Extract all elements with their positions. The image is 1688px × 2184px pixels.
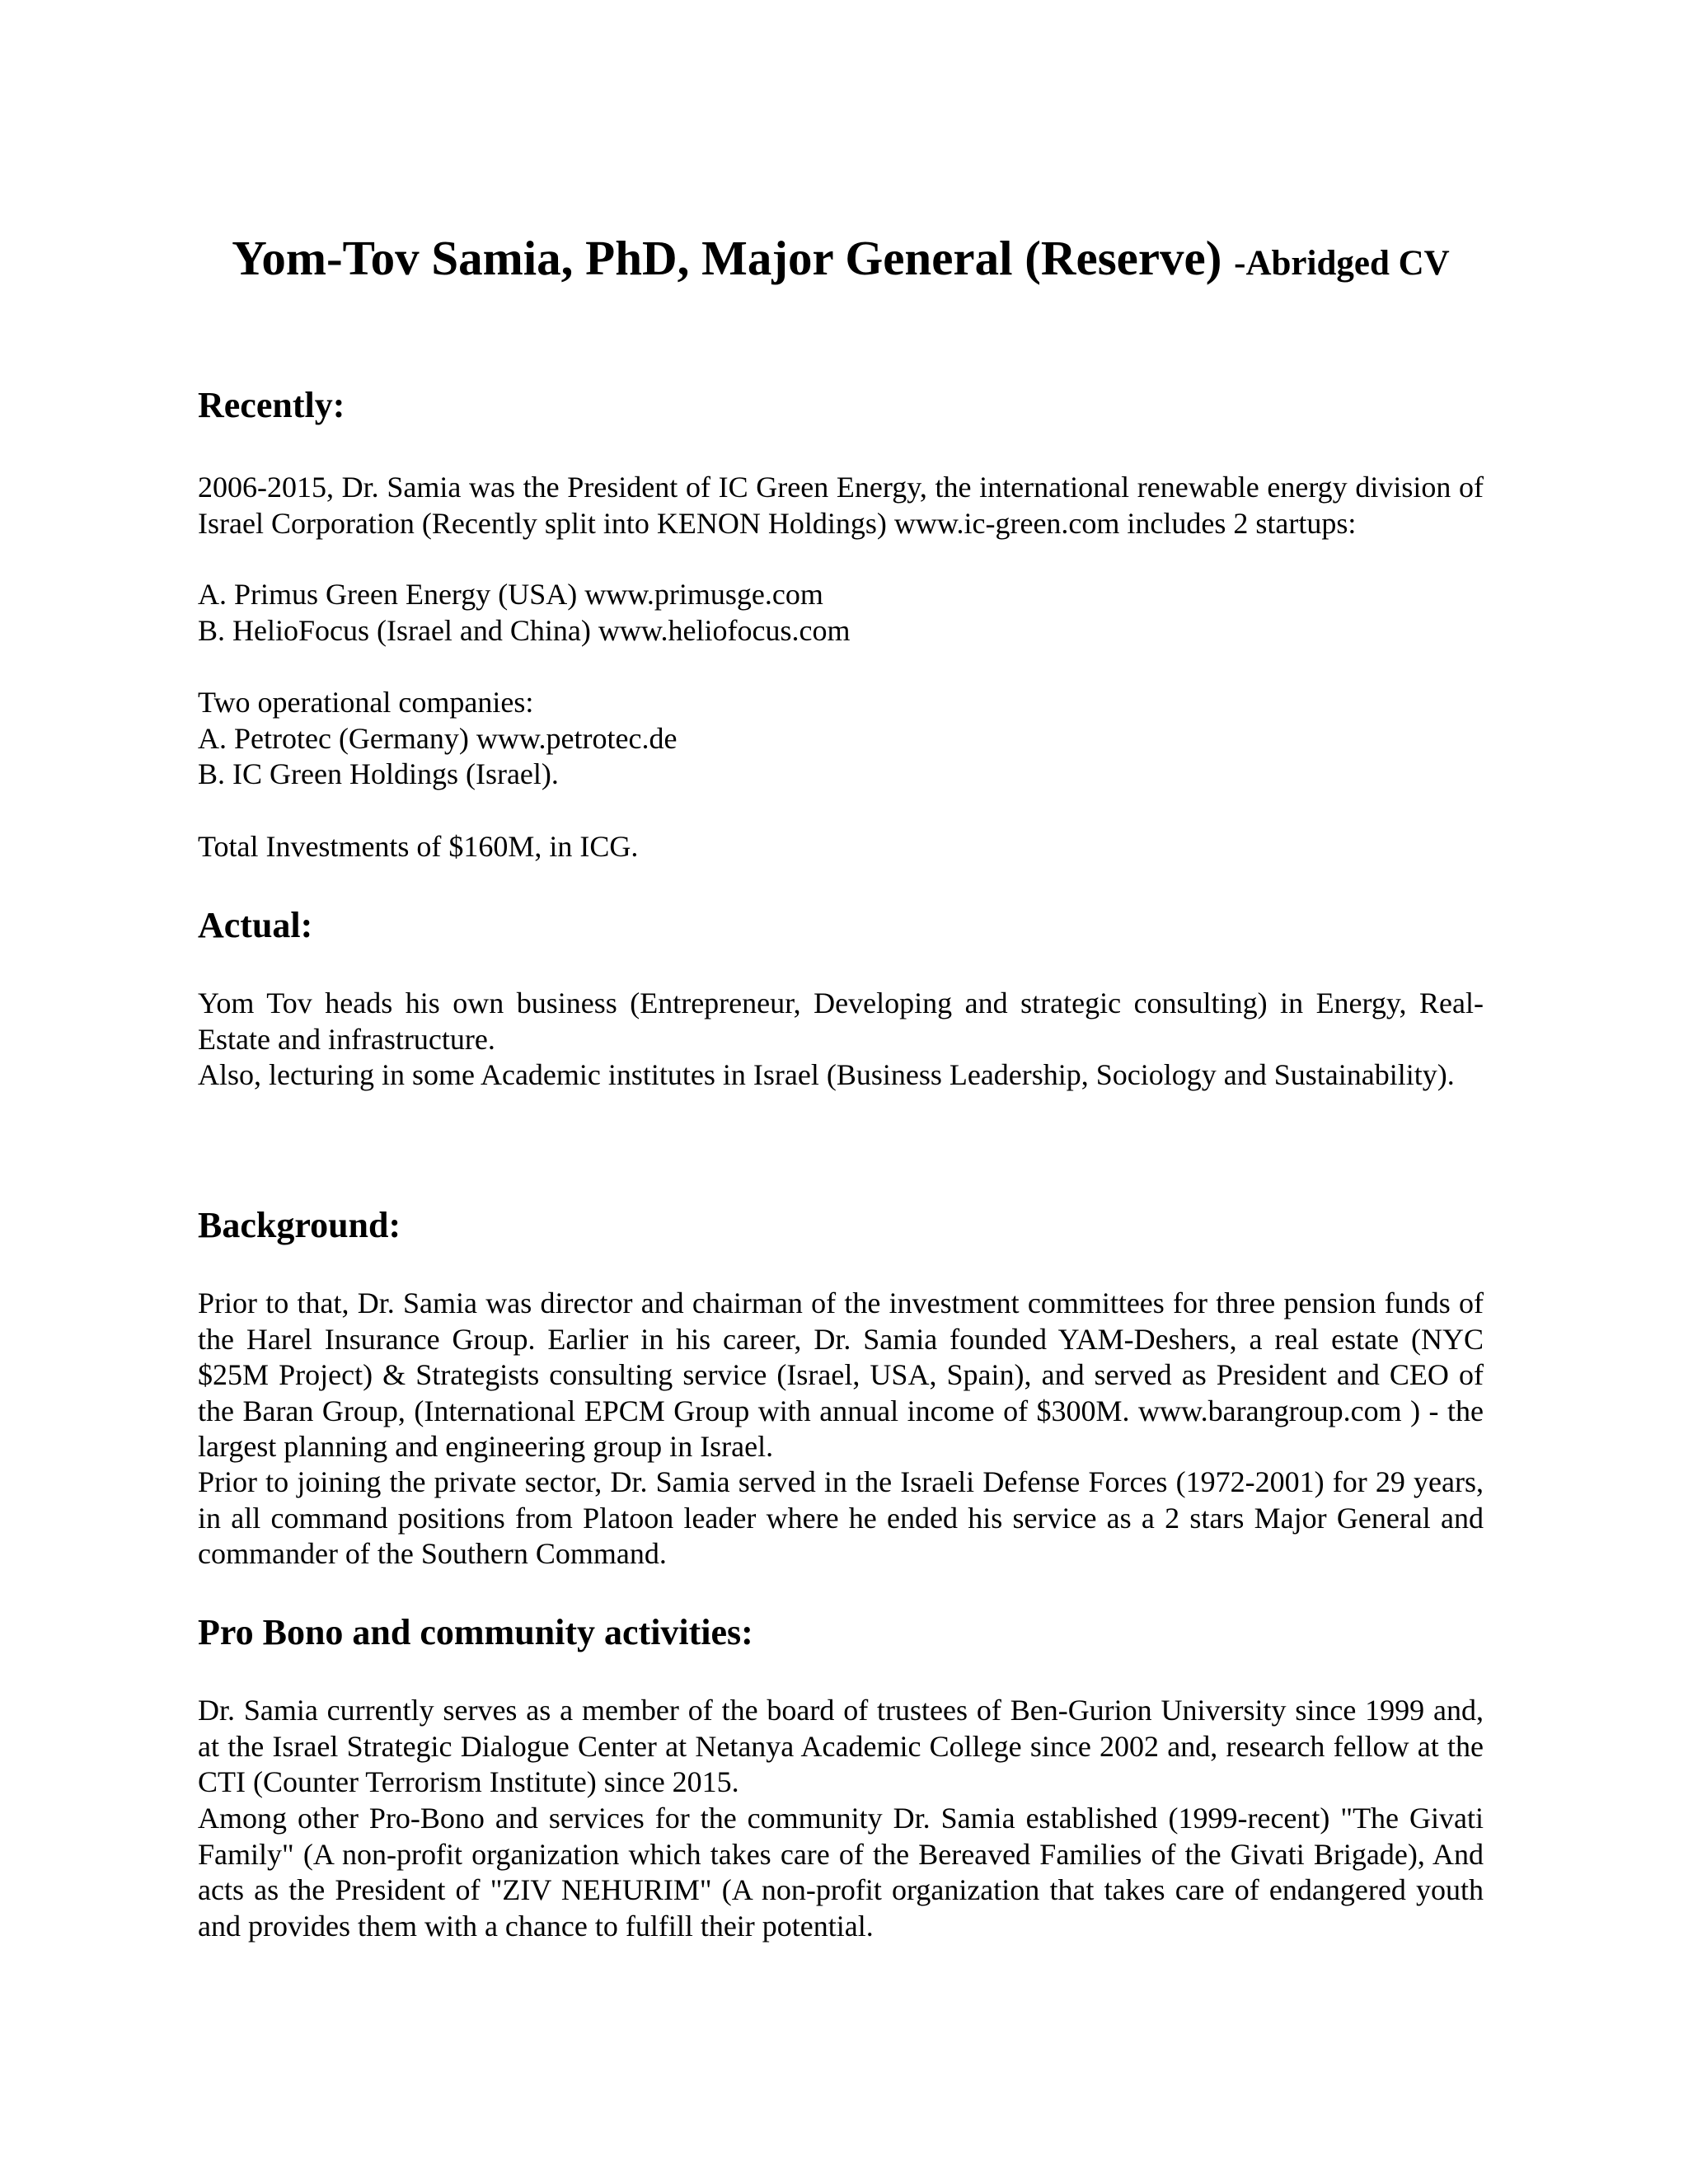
operational-item: B. IC Green Holdings (Israel). — [198, 757, 559, 790]
actual-paragraph: Also, lecturing in some Academic institutes in Israel (Business Leadership, Sociology and Sustainability). — [198, 1058, 1455, 1091]
background-heading: Background: — [198, 1205, 401, 1245]
recently-heading: Recently: — [198, 385, 345, 425]
probono-paragraph: Dr. Samia currently serves as a member of the board of trustees of Ben-Gurion University since 1999 and, at the Israel Strategic Dialogue Center at Netanya Academic College since 2002 and, research fellow at the CTI (Counter Terrorism Institute) since 2015. — [198, 1694, 1484, 1799]
startup-item: A. Primus Green Energy (USA) www.primusge.com — [198, 578, 823, 611]
startup-item: B. HelioFocus (Israel and China) www.heliofocus.com — [198, 614, 851, 647]
document-title — [198, 229, 1484, 293]
title-main: Yom-Tov Samia, PhD, Major General (Reserve) — [232, 231, 1235, 285]
recently-intro: 2006-2015, Dr. Samia was the President of IC Green Energy, the international renewable energy division of Israel Corporation (Recently split into KENON Holdings) www.ic-green.com includes 2 startups: — [198, 471, 1484, 540]
probono-paragraph: Among other Pro-Bono and services for the community Dr. Samia established (1999-recent) "The Givati Family" (A non-profit organization which takes care of the Bereaved Families of the Givati Brigade), And acts as the President of "ZIV NEHURIM" (A non-profit organization that takes care of endangered youth and provides them with a chance to fulfill their potential. — [198, 1802, 1484, 1943]
operational-item: A. Petrotec (Germany) www.petrotec.de — [198, 722, 678, 755]
operational-intro: Two operational companies: — [198, 686, 534, 719]
actual-paragraph: Yom Tov heads his own business (Entrepreneur, Developing and strategic consulting) in Energy, Real-Estate and infrastructure. — [198, 987, 1484, 1056]
title-suffix: -Abridged CV — [1234, 244, 1450, 283]
total-investments: Total Investments of $160M, in ICG. — [198, 830, 639, 863]
background-paragraph: Prior to that, Dr. Samia was director and chairman of the investment committees for three pension funds of the Harel Insurance Group. Earlier in his career, Dr. Samia founded YAM-Deshers, a real estate (NYC $25M Project) & Strategists consulting service (Israel, USA, Spain), and served as President and CEO of the Baran Group, (International EPCM Group with annual income of $300M. www.barangroup.com ) - the largest planning and engineering group in Israel. — [198, 1286, 1484, 1464]
background-paragraph: Prior to joining the private sector, Dr. Samia served in the Israeli Defense Forces (1972-2001) for 29 years, in all command positions from Platoon leader where he ended his service as a 2 stars Major General and commander of the Southern Command. — [198, 1465, 1484, 1571]
actual-heading: Actual: — [198, 905, 313, 945]
probono-heading: Pro Bono and community activities: — [198, 1612, 753, 1652]
